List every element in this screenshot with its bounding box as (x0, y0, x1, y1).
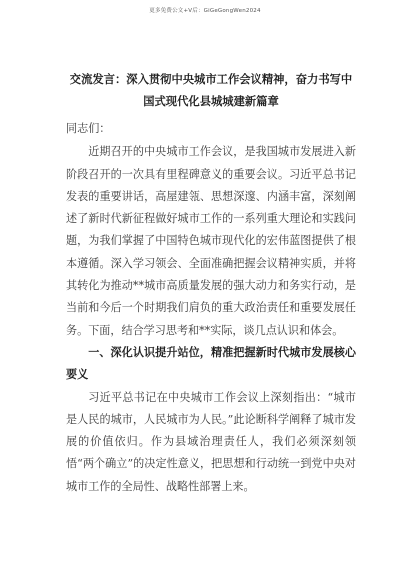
section-paragraph: 习近平总书记在中央城市工作会议上深刻指出：“城市是人民的城市，人民城市为人民。”此论断科学阐释了城市发展的价值依归。作为县域治理责任人，我们必须深刻领悟“两个确立”的决定性意义，把思想和行动统一到党中央对城市工作的全局性、战略性部署上来。 (66, 390, 356, 493)
document-title: 交流发言：深入贯彻中央城市工作会议精神，奋力书写中国式现代化县城城建新篇章 (69, 72, 353, 108)
body-paragraph: 近期召开的中央城市工作会议，是我国城市发展进入新阶段召开的一次具有里程碑意义的重要会议。习近平总书记发表的重要讲话，高屋建瓴、思想深邃、内涵丰富，深刻阐述了新时代新征程做好城市工作的一系列重大理论和实践问题，为我们掌握了中国特色城市现代化的宏伟蓝图提供了根本遵循。深入学习领会、全面准确把握会议精神实质，并将其转化为推动**城市高质量发展的强大动力和务实行动，是当前和今后一个时期我们肩负的重大政治责任和重要发展任务。下面，结合学习思考和**实际，谈几点认识和体会。 (66, 145, 356, 337)
document-body (66, 118, 356, 498)
section-heading: 一、深化认识提升站位，精准把握新时代城市发展核心要义 (66, 345, 356, 382)
greeting: 同志们： (66, 122, 111, 135)
header-note: 更多免费公文+V后：GiGeGongWen2024 (149, 8, 261, 14)
